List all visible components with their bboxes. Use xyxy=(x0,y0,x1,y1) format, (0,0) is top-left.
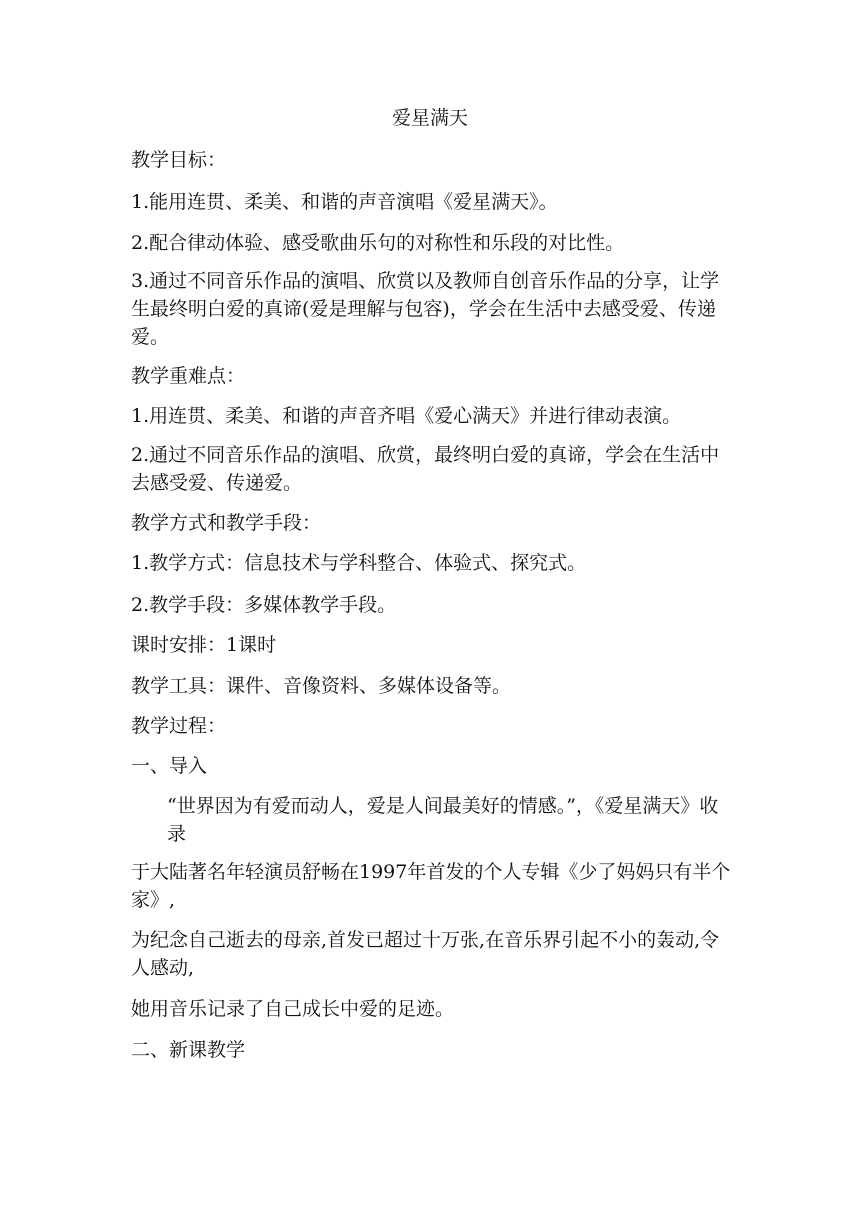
method-item-1: 1.教学方式：信息技术与学科整合、体验式、探究式。 xyxy=(131,552,587,574)
objective-item-3: 3.通过不同音乐作品的演唱、欣赏以及教师自创音乐作品的分享，让学生最终明白爱的真谛(爱是理解与包容)，学会在生活中去感受爱、传递爱。 xyxy=(131,270,720,348)
introduction-quote: “世界因为有爱而动人，爱是人间最美好的情感。”，《爱星满天》收录 xyxy=(167,795,719,845)
objective-item-1: 1.能用连贯、柔美、和谐的声音演唱《爱星满天》。 xyxy=(131,191,558,213)
objective-item-2: 2.配合律动体验、感受歌曲乐句的对称性和乐段的对比性。 xyxy=(131,232,625,254)
introduction-text-1: 于大陆著名年轻演员舒畅在1997年首发的个人专辑《少了妈妈只有半个家》, xyxy=(131,861,731,911)
key-point-item-2: 2.通过不同音乐作品的演唱、欣赏，最终明白爱的真谛，学会在生活中去感受爱、传递爱。 xyxy=(131,444,720,494)
document-title: 爱星满天 xyxy=(391,107,468,129)
introduction-text-2: 为纪念自己逝去的母亲,首发已超过十万张,在音乐界引起不小的轰动,令人感动, xyxy=(131,929,720,979)
class-schedule: 课时安排：1课时 xyxy=(131,634,277,656)
key-point-item-1: 1.用连贯、柔美、和谐的声音齐唱《爱心满天》并进行律动表演。 xyxy=(131,405,682,427)
subsection-new-lesson: 二、新课教学 xyxy=(131,1039,246,1061)
section-heading-key-points: 教学重难点： xyxy=(131,365,246,387)
section-heading-objectives: 教学目标： xyxy=(131,149,227,171)
section-heading-methods: 教学方式和教学手段： xyxy=(131,512,322,534)
introduction-text-3: 她用音乐记录了自己成长中爱的足迹。 xyxy=(131,998,455,1020)
teaching-tools: 教学工具：课件、音像资料、多媒体设备等。 xyxy=(131,675,512,697)
method-item-2: 2.教学手段：多媒体教学手段。 xyxy=(131,594,397,616)
subsection-introduction: 一、导入 xyxy=(131,755,208,777)
section-heading-process: 教学过程： xyxy=(131,715,227,737)
